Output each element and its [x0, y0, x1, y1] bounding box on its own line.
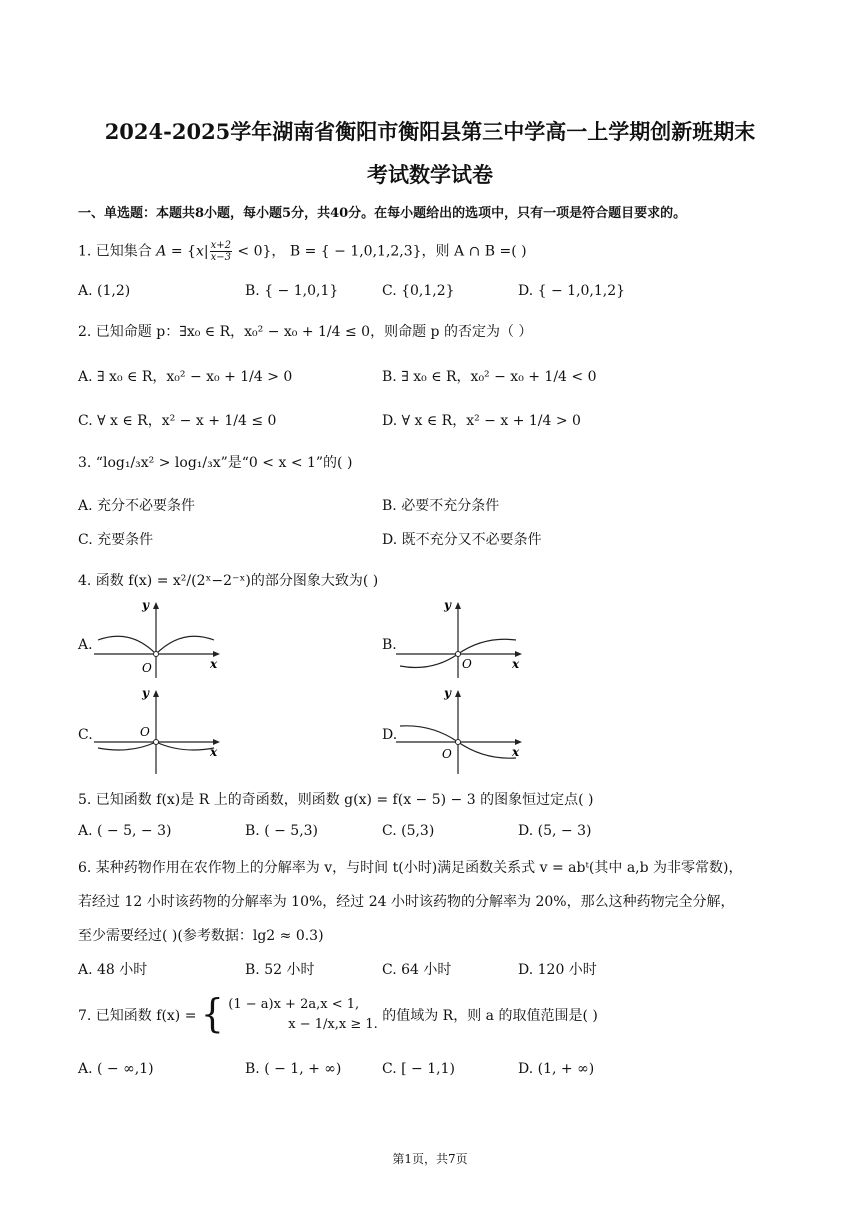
- axis-y-label: y: [444, 688, 451, 700]
- exam-title-line2: 考试数学试卷: [367, 162, 493, 187]
- q6-option-a[interactable]: A. 48 小时: [78, 962, 148, 978]
- q7-option-d[interactable]: D. (1, + ∞): [518, 1061, 595, 1077]
- axis-y-label: y: [444, 600, 451, 612]
- left-brace: {: [200, 991, 224, 1037]
- question-5: 5. 已知函数 f(x)是 R 上的奇函数，则函数 g(x) = f(x − 5) − 3 的图象恒过定点( ): [78, 792, 594, 808]
- axis-y-label: y: [142, 688, 149, 700]
- question-6-line1: 6. 某种药物作用在农作物上的分解率为 v，与时间 t(小时)满足函数关系式 v = abᵗ(其中 a,b 为非零常数)，: [78, 860, 743, 876]
- question-7: [78, 991, 598, 1037]
- q5-option-a[interactable]: A. ( − 5, − 3): [78, 823, 172, 839]
- axis-x-label: x: [210, 657, 218, 671]
- question-3: 3. “log₁/₃x² > log₁/₃x”是“0 < x < 1”的( ): [78, 455, 353, 471]
- q7-option-c[interactable]: C. [ − 1,1): [382, 1061, 455, 1077]
- q7-prefix: 7. 已知函数 f(x) =: [78, 1008, 197, 1024]
- question-4: 4. 函数 f(x) = x²/(2ˣ−2⁻ˣ)的部分图象大致为( ): [78, 573, 379, 589]
- q1-option-a[interactable]: A. (1,2): [78, 283, 131, 299]
- q1-option-d[interactable]: D. { − 1,0,1,2}: [518, 283, 626, 299]
- axis-x-label: x: [512, 745, 520, 759]
- exam-title-line1: 2024-2025学年湖南省衡阳市衡阳县第三中学高一上学期创新班期末: [104, 119, 756, 144]
- q3-option-b[interactable]: B. 必要不充分条件: [382, 498, 500, 514]
- q4-graph-c[interactable]: [90, 688, 230, 776]
- q7-suffix: 的值域为 R，则 a 的取值范围是( ): [382, 1008, 598, 1024]
- axis-y-label: y: [142, 600, 149, 612]
- q4-graph-a[interactable]: [90, 600, 230, 680]
- q7-piece1: (1 − a)x + 2a,x < 1,: [228, 997, 360, 1012]
- q4-label-a[interactable]: A.: [78, 637, 93, 653]
- q1-set-b: B = { − 1,0,1,2,3}，则 A ∩ B =( ): [289, 243, 527, 260]
- question-1: 1. 已知集合 A = {x| $\frac{x+2}{x-3}$ < 0}， B = { − 1,0,1,2,3}，则 A ∩ B =( ): [78, 240, 527, 263]
- axis-x-label: x: [512, 657, 520, 671]
- question-6-line2: 若经过 12 小时该药物的分解率为 10%，经过 24 小时该药物的分解率为 20%，那么这种药物完全分解，: [78, 894, 735, 910]
- q2-option-a[interactable]: A. ∃ x₀ ∈ R，x₀² − x₀ + 1/4 > 0: [78, 369, 293, 385]
- q1-option-b[interactable]: B. { − 1,0,1}: [245, 283, 339, 299]
- q1-option-c[interactable]: C. {0,1,2}: [382, 283, 455, 299]
- q7-piece2: x − 1/x,x ≥ 1.: [288, 1017, 378, 1032]
- origin-label: O: [140, 725, 150, 739]
- origin-label: O: [462, 657, 472, 671]
- q4-label-c[interactable]: C.: [78, 727, 93, 743]
- q4-graph-b[interactable]: [392, 600, 532, 680]
- origin-label: O: [142, 661, 152, 675]
- q3-option-a[interactable]: A. 充分不必要条件: [78, 498, 196, 514]
- q5-option-c[interactable]: C. (5,3): [382, 823, 435, 839]
- page-footer: 第1页，共7页: [392, 1152, 468, 1166]
- q5-option-d[interactable]: D. (5, − 3): [518, 823, 592, 839]
- axis-x-label: x: [210, 745, 218, 759]
- q2-option-c[interactable]: C. ∀ x ∈ R，x² − x + 1/4 ≤ 0: [78, 413, 277, 429]
- q2-option-b[interactable]: B. ∃ x₀ ∈ R，x₀² − x₀ + 1/4 < 0: [382, 369, 597, 385]
- q7-pieces: [228, 995, 378, 1035]
- q6-option-d[interactable]: D. 120 小时: [518, 962, 597, 978]
- q4-label-d[interactable]: D.: [382, 727, 398, 743]
- question-6-line3: 至少需要经过( )(参考数据：lg2 ≈ 0.3): [78, 928, 324, 944]
- q1-prefix: 1. 已知集合: [78, 243, 152, 260]
- q5-option-b[interactable]: B. ( − 5,3): [245, 823, 319, 839]
- q6-option-c[interactable]: C. 64 小时: [382, 962, 452, 978]
- q7-option-a[interactable]: A. ( − ∞,1): [78, 1061, 154, 1077]
- q4-label-b[interactable]: B.: [382, 637, 397, 653]
- question-2: 2. 已知命题 p：∃x₀ ∈ R，x₀² − x₀ + 1/4 ≤ 0，则命题 p 的否定为（ ）: [78, 324, 533, 340]
- q3-option-d[interactable]: D. 既不充分又不必要条件: [382, 532, 542, 548]
- q7-option-b[interactable]: B. ( − 1, + ∞): [245, 1061, 342, 1077]
- q3-option-c[interactable]: C. 充要条件: [78, 532, 154, 548]
- origin-label: O: [442, 747, 452, 761]
- section-heading: 一、单选题：本题共8小题，每小题5分，共40分。在每小题给出的选项中，只有一项是符合题目要求的。: [78, 206, 687, 221]
- q4-graph-d[interactable]: [392, 688, 532, 776]
- q6-option-b[interactable]: B. 52 小时: [245, 962, 315, 978]
- q2-option-d[interactable]: D. ∀ x ∈ R，x² − x + 1/4 > 0: [382, 413, 581, 429]
